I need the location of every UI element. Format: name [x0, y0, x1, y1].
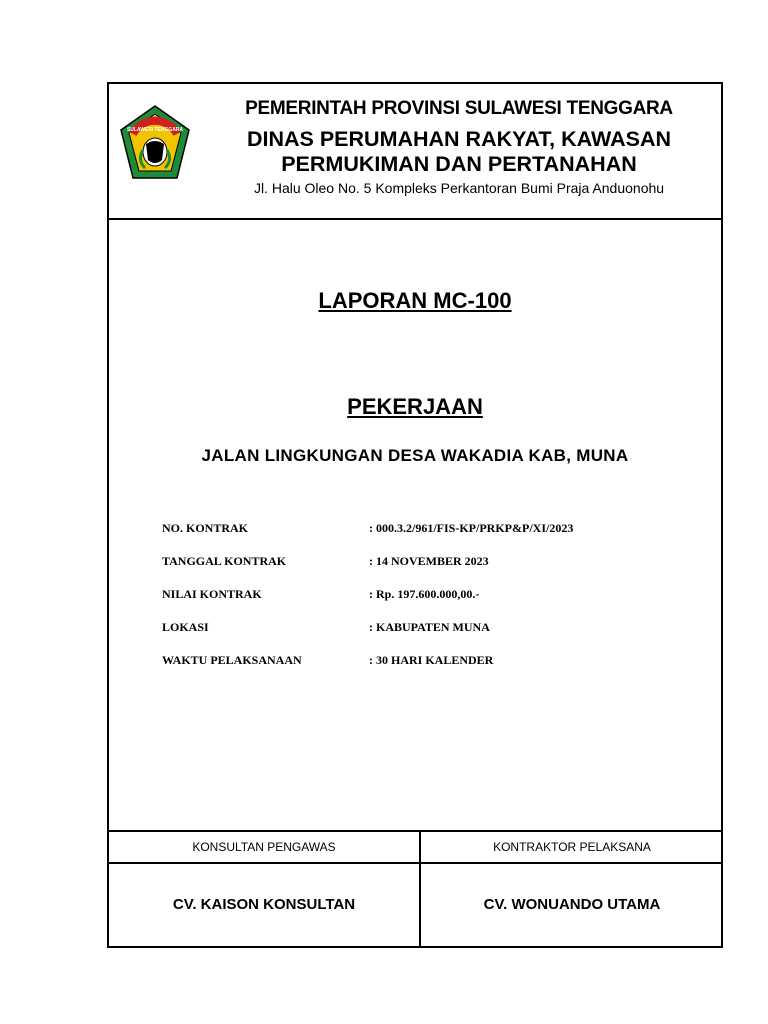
detail-value: : 000.3.2/961/FIS-KP/PRKP&P/XI/2023: [369, 521, 574, 535]
document-frame: [107, 82, 723, 948]
detail-value: : KABUPATEN MUNA: [369, 620, 490, 634]
contractor-name: CV. WONUANDO UTAMA: [483, 896, 661, 913]
letterhead: [109, 84, 721, 220]
detail-label: LOKASI: [162, 620, 209, 634]
detail-label: WAKTU PELAKSANAAN: [162, 653, 302, 667]
row-divider: [109, 862, 721, 864]
detail-label: NO. KONTRAK: [162, 521, 249, 535]
logo-text: SULAWESI TENGGARA: [126, 127, 184, 133]
consultant-name: CV. KAISON KONSULTAN: [172, 896, 356, 913]
detail-value: : Rp. 197.600.000,00.-: [369, 587, 480, 601]
agency-name-line1: DINAS PERUMAHAN RAKYAT, KAWASAN: [246, 127, 672, 151]
province-emblem-logo: [119, 104, 191, 184]
section-title: PEKERJAAN: [347, 394, 483, 419]
detail-value: : 30 HARI KALENDER: [369, 653, 494, 667]
report-title: LAPORAN MC-100: [318, 288, 512, 313]
government-name: PEMERINTAH PROVINSI SULAWESI TENGGARA: [245, 98, 673, 119]
address: Jl. Halu Oleo No. 5 Kompleks Perkantoran Bumi Praja Anduonohu: [253, 180, 665, 196]
detail-label: NILAI KONTRAK: [162, 587, 262, 601]
detail-label: TANGGAL KONTRAK: [162, 554, 287, 568]
contractor-heading: KONTRAKTOR PELAKSANA: [493, 840, 651, 854]
agency-name-line2: PERMUKIMAN DAN PERTANAHAN: [281, 152, 637, 176]
detail-value: : 14 NOVEMBER 2023: [369, 554, 489, 568]
signature-table: [109, 830, 721, 948]
agency-name: [199, 127, 719, 177]
consultant-heading: KONSULTAN PENGAWAS: [192, 840, 336, 854]
project-name: JALAN LINGKUNGAN DESA WAKADIA KAB, MUNA: [201, 446, 629, 465]
